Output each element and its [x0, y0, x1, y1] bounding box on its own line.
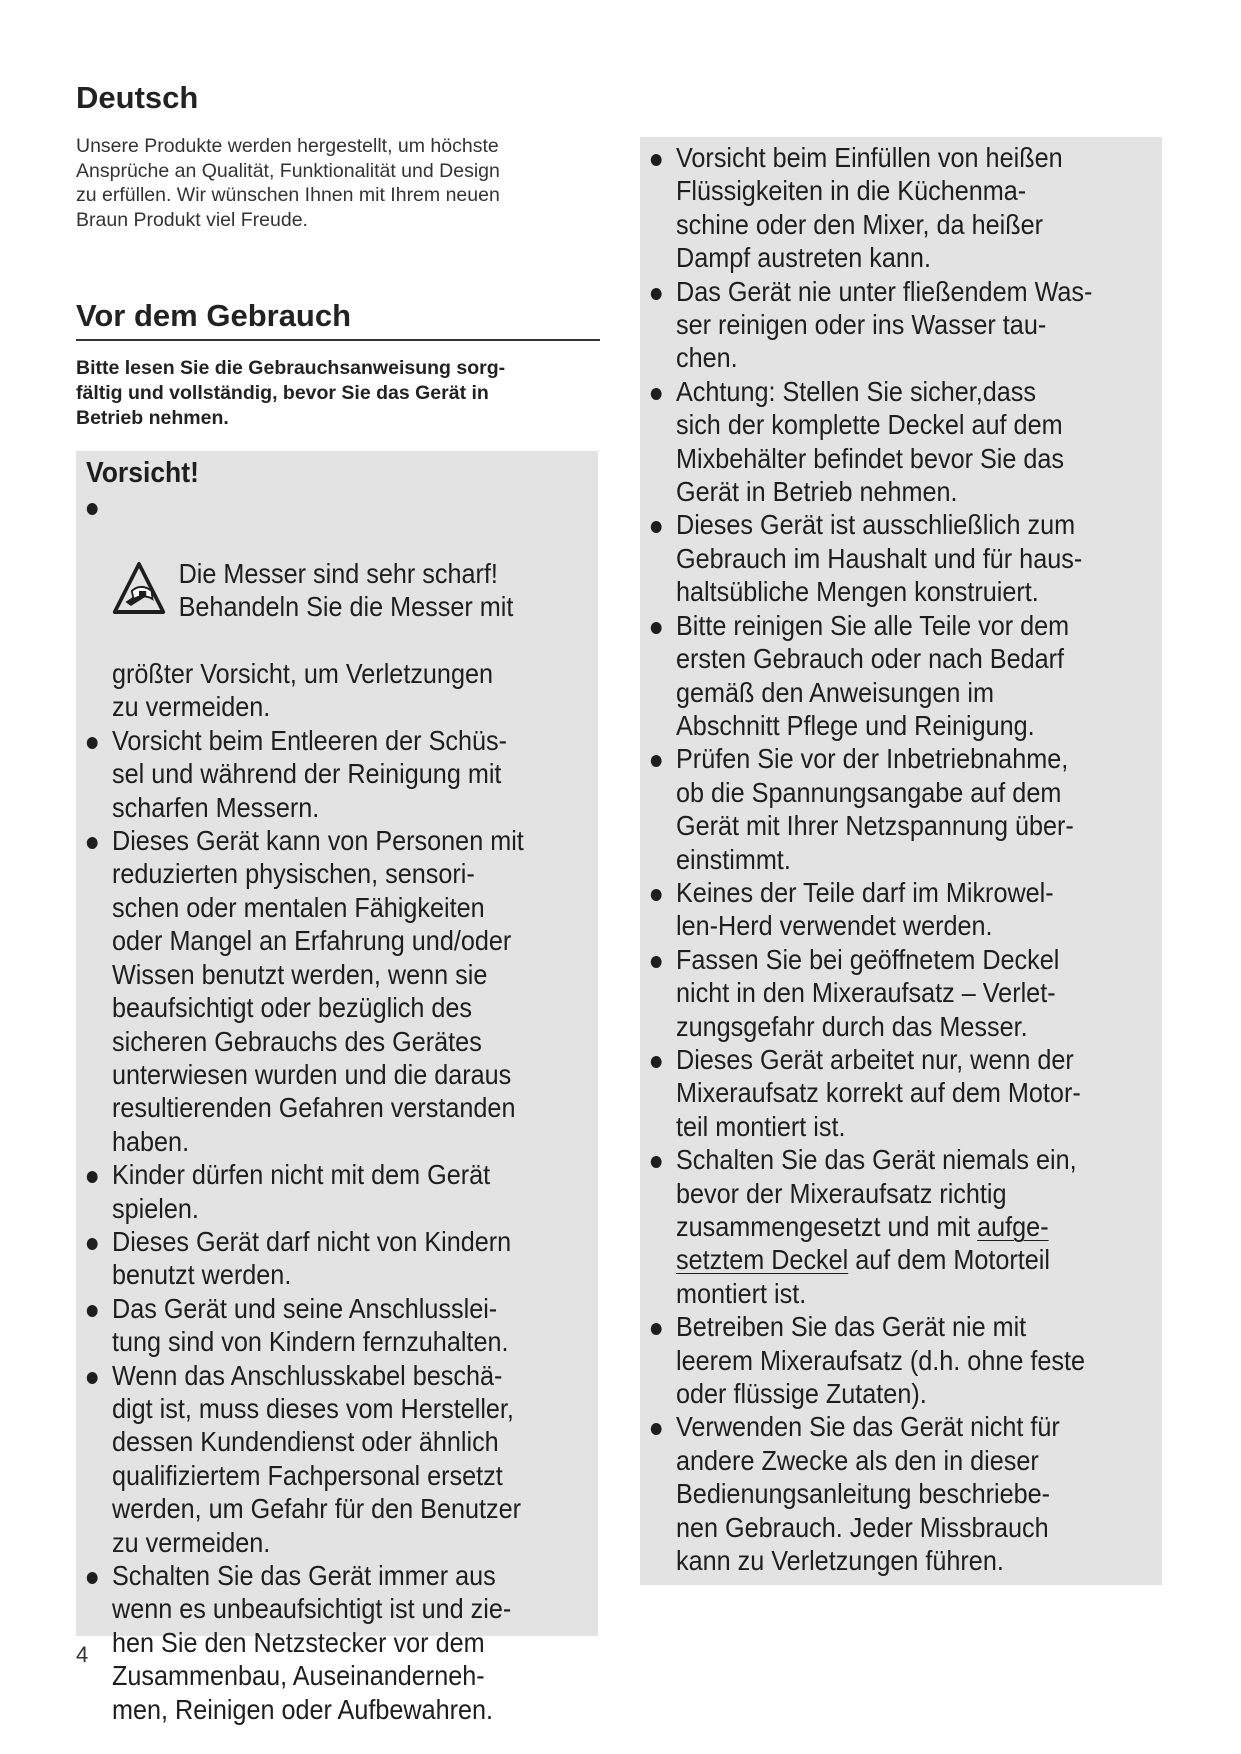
bullet-icon — [651, 1323, 662, 1335]
read-instructions-note: Bitte lesen Sie die Gebrauchsanweisung sorg- fältig und vollständig, bevor Sie das Gerät in Betrieb nehmen. — [76, 357, 506, 429]
list-item-text: Prüfen Sie vor der Inbetriebnahme, ob die Spannungsangabe auf dem Gerät mit Ihrer Netzspannung über- einstimmt. — [676, 743, 1074, 875]
bullet-icon — [87, 503, 98, 515]
underlined-text: setztem Deckel — [676, 1244, 849, 1276]
list-item — [76, 1559, 594, 1726]
list-item — [640, 742, 1158, 876]
list-item — [76, 824, 594, 1158]
bullet-icon — [87, 737, 98, 749]
list-item-text: Vorsicht beim Einfüllen von heißen Flüssigkeiten in die Küchenma- schine oder den Mixer, da heißer Dampf austreten kann. — [676, 142, 1063, 274]
underlined-text: aufge- — [977, 1211, 1049, 1242]
bullet-icon — [87, 1372, 98, 1384]
bullet-icon — [651, 755, 662, 767]
page-number: 4 — [76, 1642, 89, 1667]
list-item-text: Bitte reinigen Sie alle Teile vor dem ersten Gebrauch oder nach Bedarf gemäß den Anweisungen im Abschnitt Pflege und Reinigung. — [676, 609, 1070, 741]
list-item — [76, 1359, 594, 1559]
bullet-icon — [651, 889, 662, 901]
list-item-text: Wenn das Anschlusskabel beschä- digt ist, muss dieses vom Hersteller, dessen Kundendienst oder ähnlich qualifiziertem Fachpersonal ersetzt werden, um Gefahr für den Benutzer zu vermeiden. — [112, 1359, 522, 1558]
list-item — [640, 943, 1158, 1043]
list-item — [76, 490, 594, 724]
list-item — [76, 1225, 594, 1292]
bullet-icon — [87, 1572, 98, 1584]
list-item-text: Dieses Gerät arbeitet nur, wenn der Mixeraufsatz korrekt auf dem Motor- teil montiert ist. — [676, 1043, 1081, 1142]
list-item-text: Das Gerät nie unter fließendem Was- ser reinigen oder ins Wasser tau- chen. — [676, 275, 1093, 374]
caution-title: Vorsicht! — [86, 457, 199, 489]
list-item-text: Keines der Teile darf im Mikrowel- len-Herd verwendet werden. — [676, 876, 1054, 942]
bullet-icon — [87, 1305, 98, 1317]
caution-list — [76, 490, 598, 1726]
bullet-icon — [651, 521, 662, 533]
list-item — [76, 1292, 594, 1359]
list-item — [640, 1410, 1158, 1577]
list-item — [640, 1143, 1158, 1310]
list-item — [640, 609, 1158, 743]
knife-hazard-icon — [112, 561, 166, 617]
caution-box-left — [76, 451, 598, 1725]
list-item-text: Fassen Sie bei geöffnetem Deckel nicht in den Mixeraufsatz – Verlet- zungsgefahr durch das Messer. — [676, 943, 1060, 1042]
list-item-text: Das Gerät und seine Anschlusslei- tung sind von Kindern fernzuhalten. — [112, 1292, 509, 1358]
list-item-text: Dieses Gerät darf nicht von Kindern benutzt werden. — [112, 1225, 512, 1291]
caution-list-continued — [640, 141, 1162, 1577]
list-item — [640, 141, 1158, 275]
list-item — [76, 1158, 594, 1225]
list-item-text: Kinder dürfen nicht mit dem Gerät spielen. — [112, 1159, 491, 1224]
list-item — [640, 1043, 1158, 1143]
bullet-icon — [87, 1171, 98, 1183]
bullet-icon — [651, 1423, 662, 1435]
list-item-text: Schalten Sie das Gerät niemals ein, bevor der Mixeraufsatz richtig zusammengesetzt und mit — [676, 1144, 1077, 1242]
list-item — [640, 508, 1158, 608]
list-item-text: Achtung: Stellen Sie sicher,dass sich der komplette Deckel auf dem Mixbehälter befindet bevor Sie das Gerät in Betrieb nehmen. — [676, 375, 1065, 508]
page-heading: Deutsch — [76, 80, 199, 115]
bullet-icon — [651, 956, 662, 968]
bullet-icon — [651, 388, 662, 400]
section-divider — [76, 339, 600, 341]
bullet-icon — [651, 1156, 662, 1168]
list-item — [640, 275, 1158, 375]
list-item-text: Schalten Sie das Gerät immer aus wenn es unbeaufsichtigt ist und zie- hen Sie den Netzstecker vor dem Zusammenbau, Auseinanderneh- men, Reinigen oder Aufbewahren. — [112, 1560, 512, 1725]
bullet-icon — [651, 154, 662, 166]
bullet-icon — [651, 288, 662, 300]
section-title: Vor dem Gebrauch — [76, 298, 352, 333]
list-item-text: auf dem Motorteil montiert ist. — [676, 1244, 1050, 1309]
bullet-icon — [651, 1056, 662, 1068]
list-item-text: Vorsicht beim Entleeren der Schüs- sel und während der Reinigung mit scharfen Messern. — [112, 724, 508, 823]
caution-first-lead: Die Messer sind sehr scharf! Behandeln Sie die Messer mit — [178, 557, 514, 623]
list-item — [76, 724, 594, 824]
list-item-text: Dieses Gerät ist ausschließlich zum Gebrauch im Haushalt und für haus- haltsübliche Mengen konstruiert. — [676, 509, 1083, 608]
list-item — [640, 876, 1158, 943]
bullet-icon — [651, 622, 662, 634]
intro-paragraph: Unsere Produkte werden hergestellt, um höchste Ansprüche an Qualität, Funktionalität und Design zu erfüllen. Wir wünschen Ihnen mit Ihrem neuen Braun Produkt viel Freude. — [76, 135, 500, 231]
list-item — [640, 375, 1158, 509]
list-item-text: Betreiben Sie das Gerät nie mit leerem Mixeraufsatz (d.h. ohne feste oder flüssige Zutaten). — [676, 1311, 1086, 1410]
list-item-text: Dieses Gerät kann von Personen mit reduzierten physischen, sensori- schen oder mentalen Fähigkeiten oder Mangel an Erfahrung und/oder Wissen benutzt werden, wenn sie beaufsichtigt oder bezüglich des sicheren Gebrauchs des Gerätes unterwiesen wurden und die daraus resultierenden Gefahren verstanden haben. — [112, 825, 524, 1157]
bullet-icon — [87, 837, 98, 849]
list-item — [640, 1310, 1158, 1410]
caution-first-rest: größter Vorsicht, um Verletzungen zu vermeiden. — [112, 658, 493, 723]
bullet-icon — [87, 1238, 98, 1250]
caution-box-right — [640, 137, 1162, 1585]
list-item-text: Verwenden Sie das Gerät nicht für andere Zwecke als den in dieser Bedienungsanleitung beschriebe- nen Gebrauch. Jeder Missbrauch kann zu Verletzungen führen. — [676, 1411, 1060, 1577]
